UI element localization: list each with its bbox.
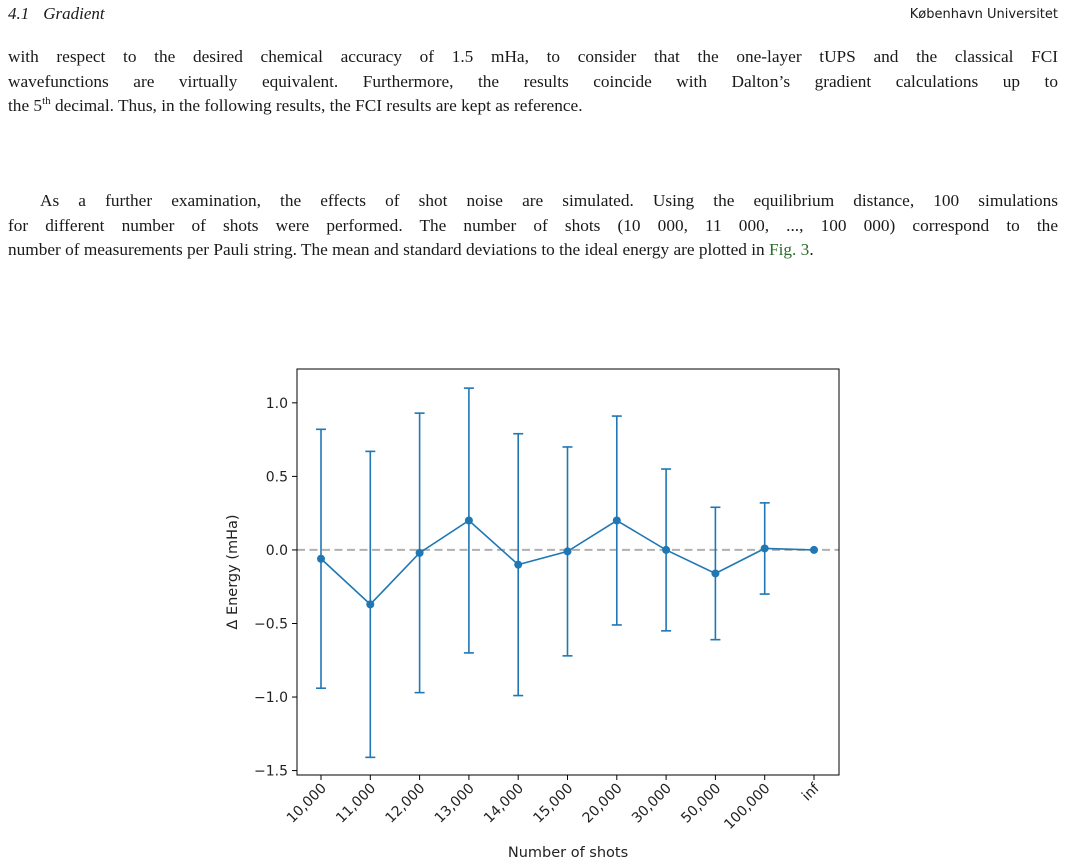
- paragraph-2-line-2: for different number of shots were performed. The number of shots (10 000, 11 000, ..., 100 000) correspond to the: [8, 215, 1058, 235]
- y-tick-label: 0.5: [265, 469, 288, 486]
- data-point: [810, 546, 818, 554]
- paragraph-1-line-3-pre: the 5: [8, 96, 43, 115]
- y-tick-label: −1.5: [254, 763, 288, 780]
- x-tick-label: 10,000: [283, 780, 330, 827]
- y-tick-label: −1.0: [254, 690, 288, 707]
- y-tick-label: 0.0: [265, 542, 288, 559]
- x-tick-label: 15,000: [530, 780, 577, 827]
- x-tick-label: 50,000: [678, 780, 725, 827]
- x-tick-label: 100,000: [721, 780, 774, 833]
- x-axis-label: Number of shots: [507, 845, 629, 861]
- data-point: [662, 546, 670, 554]
- data-point: [514, 561, 522, 569]
- x-tick-label: 11,000: [333, 780, 380, 827]
- paragraph-2-line-1-text: As a further examination, the effects of shot noise are simulated. Using the equilibrium distance, 100 simulations: [40, 191, 1058, 210]
- y-tick-label: −0.5: [254, 616, 288, 633]
- paragraph-1-line-3-post: decimal. Thus, in the following results, the FCI results are kept as reference.: [50, 96, 583, 115]
- y-axis-label: Δ Energy (mHa): [225, 514, 241, 630]
- x-tick-label: 13,000: [431, 780, 478, 827]
- ordinal-superscript: th: [42, 95, 51, 108]
- x-tick-label: inf: [798, 780, 823, 805]
- figure-reference-link[interactable]: Fig. 3: [768, 240, 810, 259]
- paragraph-1-line-2: wavefunctions are virtually equivalent. Furthermore, the results coincide with Dalton’s gradient calculations up to: [8, 71, 1058, 91]
- x-tick-label: 30,000: [628, 780, 675, 827]
- section-title: Gradient: [43, 4, 105, 23]
- data-point: [564, 547, 572, 555]
- data-point: [317, 555, 325, 563]
- section-number: 4.1: [8, 4, 30, 23]
- data-point: [613, 517, 621, 525]
- x-tick-label: 12,000: [382, 780, 429, 827]
- x-tick-label: 14,000: [481, 780, 528, 827]
- data-point: [711, 569, 719, 577]
- y-tick-label: 1.0: [265, 395, 288, 412]
- data-point: [366, 600, 374, 608]
- data-point: [761, 544, 769, 552]
- paragraph-1-line-1: with respect to the desired chemical accuracy of 1.5 mHa, to consider that the one-layer tUPS and the classical FCI: [8, 47, 1058, 66]
- x-tick-label: 20,000: [579, 780, 626, 827]
- paragraph-2-line-3-post: .: [809, 240, 814, 259]
- data-point: [465, 517, 473, 525]
- paragraph-2-line-3-pre: number of measurements per Pauli string. The mean and standard deviations to the ideal energy are plotted in: [8, 240, 769, 259]
- running-header-institution: København Universitet: [909, 7, 1058, 22]
- data-point: [416, 549, 424, 557]
